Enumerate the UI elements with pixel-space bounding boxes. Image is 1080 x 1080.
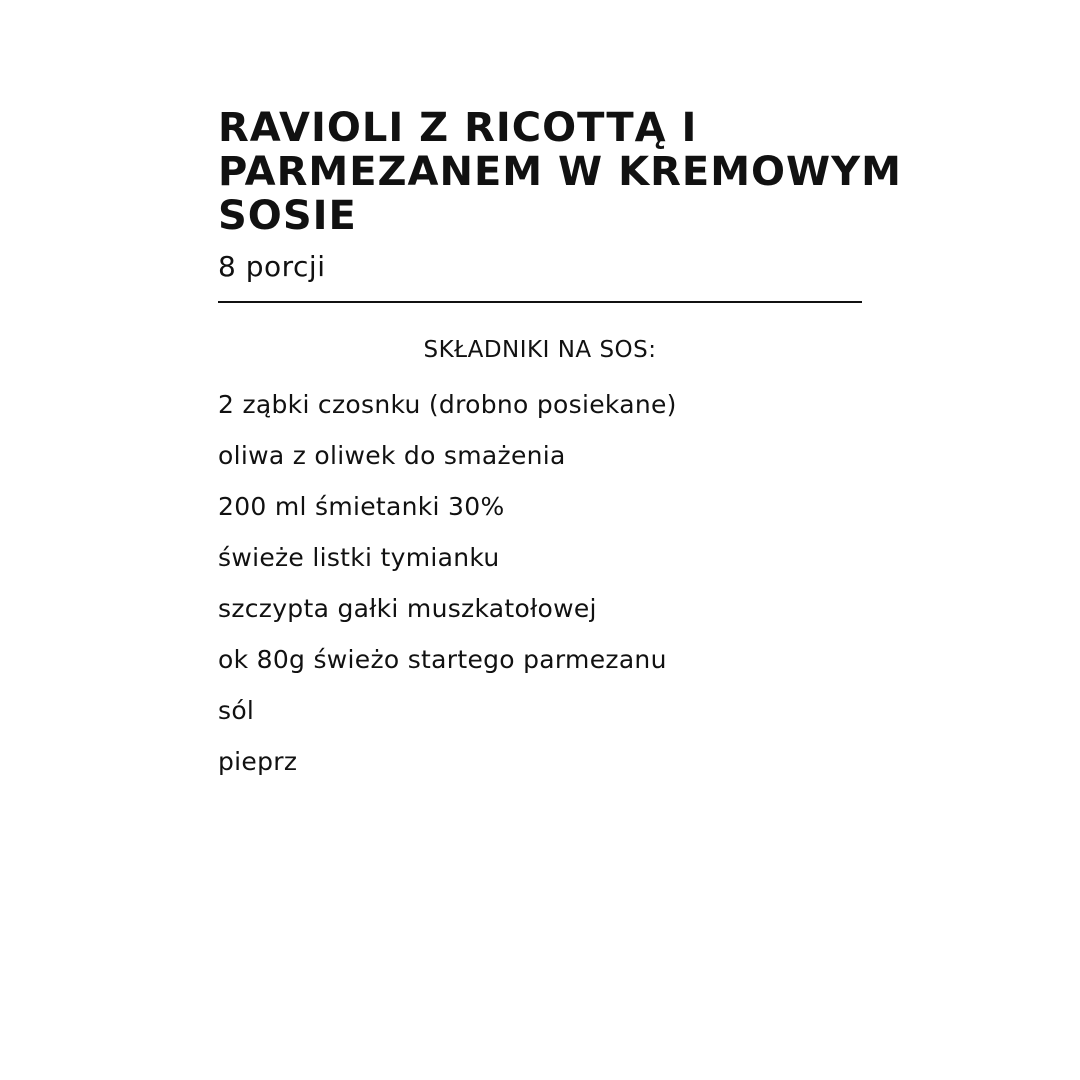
ingredient-item: szczypta gałki muszkatołowej xyxy=(218,594,597,623)
ingredients-heading: SKŁADNIKI NA SOS: xyxy=(423,337,657,363)
ingredient-item: pieprz xyxy=(218,747,298,776)
servings-count: 8 porcji xyxy=(218,250,326,283)
recipe-card xyxy=(218,106,918,787)
ingredient-item: sól xyxy=(218,696,255,725)
divider-line xyxy=(218,301,862,303)
ingredient-item: świeże listki tymianku xyxy=(218,543,500,572)
ingredient-item: ok 80g świeżo startego parmezanu xyxy=(218,645,667,674)
recipe-title: RAVIOLI Z RICOTTĄ I PARMEZANEM W KREMOWYM SOSIE xyxy=(218,105,902,239)
ingredient-item: 2 ząbki czosnku (drobno posiekane) xyxy=(218,390,677,419)
ingredient-item: oliwa z oliwek do smażenia xyxy=(218,441,566,470)
ingredients-list xyxy=(218,379,918,787)
ingredient-item: 200 ml śmietanki 30% xyxy=(218,492,505,521)
